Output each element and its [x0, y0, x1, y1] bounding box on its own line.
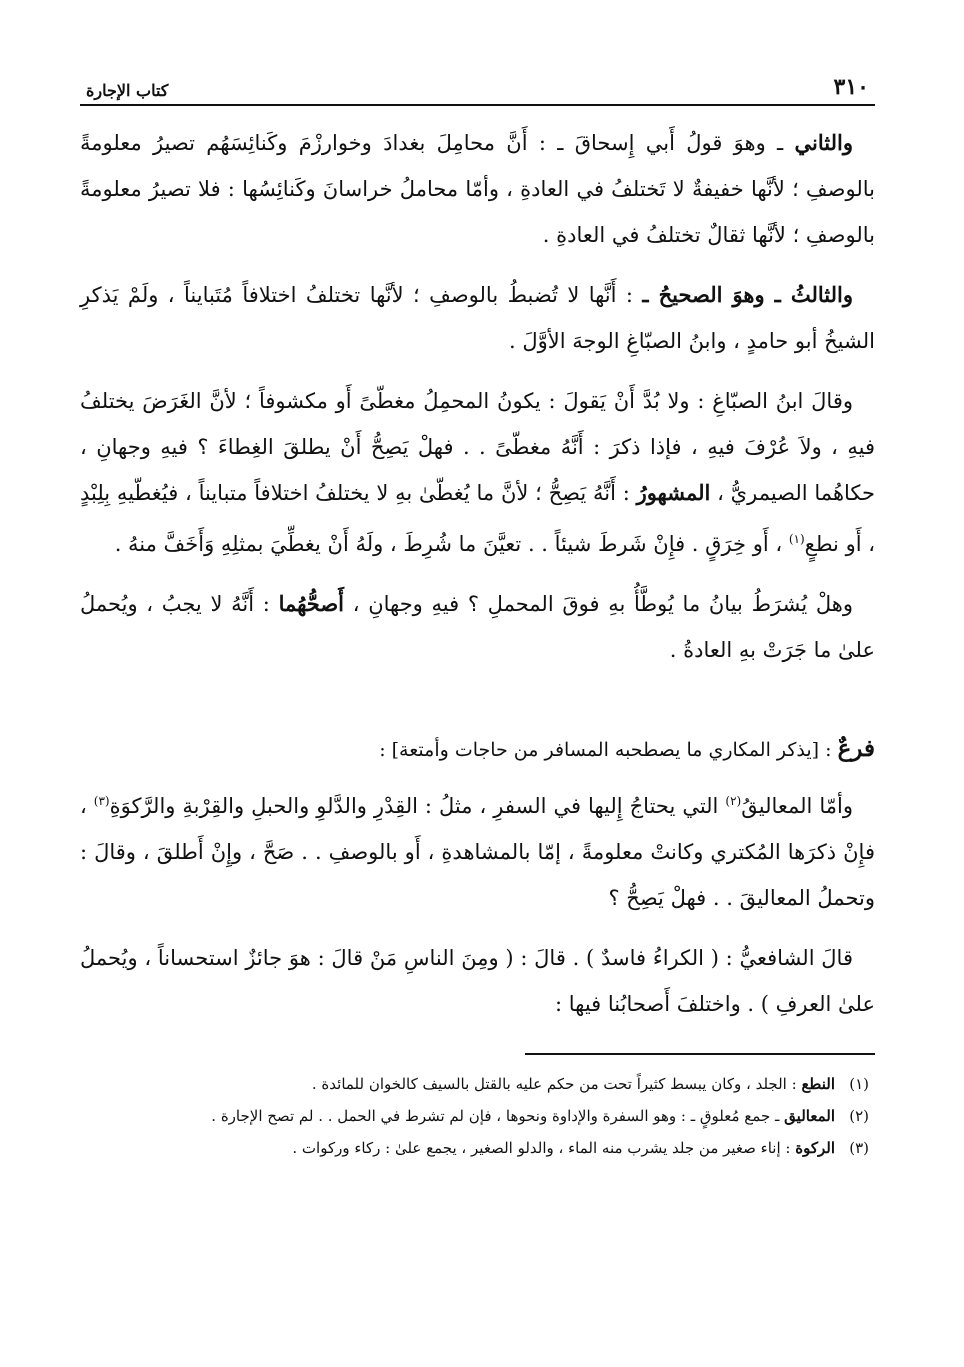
subsection-heading — [80, 727, 875, 772]
footnote-number: (٣) — [849, 1139, 869, 1157]
subsection-lead: فرعٌ — [837, 735, 875, 762]
paragraph-lead: والثاني — [794, 130, 853, 155]
footnote-item — [86, 1101, 869, 1131]
main-text — [80, 120, 875, 1027]
subsection-title: : [يذكر المكاري ما يصطحبه المسافر من حاجات وأمتعة] : — [379, 739, 838, 761]
bold-term: المشهورُ — [636, 480, 711, 505]
paragraph-text: ، أَو خِرَقٍ . فإِنْ شَرطَ شيئاً . . تعيَّنَ ما شُرِطَ ، ولَهُ أَنْ يغطِّيَ بمثلِهِ وَأَخَفَّ منهُ . — [114, 532, 789, 556]
footnote-marker[interactable]: (١) — [788, 532, 805, 546]
footnote-divider — [525, 1053, 875, 1055]
footnote-term: المعاليق — [784, 1107, 835, 1125]
footnote-number: (١) — [849, 1075, 869, 1093]
paragraph-maaliq — [80, 778, 875, 921]
paragraph-text: وهلْ يُشرَطُ بيانُ ما يُوطَّأُ بهِ فوقَ المحملِ ؟ فيهِ وجهانِ ، — [344, 592, 853, 616]
bold-term: أَصحُّهُما — [278, 591, 345, 616]
paragraph-text: : أَنَّهُ لا يجبُ ، ويُحملُ علىٰ ما جَرَتْ بهِ العادةُ . — [80, 592, 875, 662]
book-page — [80, 60, 875, 1165]
footnote-item — [86, 1069, 869, 1099]
paragraph-text: ـ وهوَ قولُ أَبي إِسحاقَ ـ : أَنَّ محامِلَ بغدادَ وخوارزْمَ وكَنائِسَهُم تصيرُ معلومةً بالوصفِ ؛ لأنَّها خفيفةٌ لا تَختلفُ في العادةِ ، وأمّا محاملُ خراسانَ وكَنائِسُها : فلا تصيرُ معلومةً بالوصفِ ؛ لأنَّها ثقالٌ تختلفُ في العادةِ . — [80, 131, 875, 247]
paragraph-text: وقالَ ابنُ الصبّاغِ : ولا بُدَّ أَنْ يَقولَ : يكونُ المحمِلُ مغطّىً أَو مكشوفاً ؛ لأنَّ الغَرَضَ يختلفُ فيهِ ، ولاَ عُرْفَ فيهِ ، فإذا ذكرَ : أَنَّهُ مغطّىً . . فهلْ يَصِحُّ أَنْ يطلقَ الغِطاءَ ؟ فيهِ وجهانِ ، حكاهُما الصيمريُّ ، — [80, 389, 875, 505]
paragraph-shafii — [80, 935, 875, 1027]
paragraph-text: : أَنَّها لا تُضبطُ بالوصفِ ؛ لأنَّها تختلفُ اختلافاً مُتَبايناً ، ولَمْ يَذكرِ الشيخُ أبو حامدٍ ، وابنُ الصبّاغِ الوجهَ الأوَّلَ . — [80, 283, 875, 353]
paragraph-third-view — [80, 272, 875, 364]
paragraph-text: : أَنَّهُ يَصِحُّ ؛ لأنَّ ما يُغطّىٰ بهِ لا يختلفُ اختلافاً متبايناً ، فيُغطّيهِ بِلِبْدٍ ، أَو نطعٍ — [80, 481, 875, 556]
footnote-body: ـ جمع مُعلوقٍ ـ : وهو السفرة والإداوة ونحوها ، فإن لم تشرط في الحمل . . لم تصح الإجارة . — [211, 1107, 785, 1125]
footnote-text — [86, 1133, 835, 1163]
paragraph-third-view-part — [80, 120, 875, 258]
paragraph-lead: والثالثُ ـ وهوَ الصحيحُ ـ — [642, 282, 853, 307]
page-number: ٣١٠ — [833, 74, 869, 100]
paragraph-text: وأمّا المعاليقُ — [741, 794, 854, 818]
footnote-term: النطع — [801, 1075, 835, 1093]
paragraph-text: ، فإِنْ ذكرَها المُكتري وكانتْ معلومةً ، إمّا بالمشاهدةِ ، أَو بالوصفِ . . صَحَّ ، وإِنْ أَطلقَ ، وقالَ : وتحملُ المعاليقَ . . فهلْ يَصِحُّ ؟ — [80, 794, 875, 910]
footnote-number: (٢) — [849, 1107, 869, 1125]
footnote-body: : إناء صغير من جلد يشرب منه الماء ، والدلو الصغير ، يجمع علىٰ : ركاء وركوات . — [292, 1139, 796, 1157]
paragraph-text: قالَ الشافعيُّ : ( الكراءُ فاسدٌ ) . قالَ : ( ومِنَ الناسِ مَنْ قالَ : هوَ جائزٌ استحساناً ، ويُحملُ علىٰ العرفِ ) . واختلفَ أَصحابُنا فيها : — [80, 946, 875, 1016]
page-header — [80, 60, 875, 106]
footnote-marker[interactable]: (٢) — [725, 794, 742, 808]
paragraph-ibn-sabbagh — [80, 378, 875, 567]
footnote-marker[interactable]: (٣) — [93, 794, 110, 808]
footnotes — [80, 1069, 875, 1163]
footnote-item — [86, 1133, 869, 1163]
paragraph-text: التي يحتاجُ إِليها في السفرِ ، مثلُ : القِدْرِ والدَّلوِ والحبلِ والقِرْبةِ والرَّكوَةِ — [109, 794, 726, 818]
footnote-body: : الجلد ، وكان يبسط كثيراً تحت من حكم عليه بالقتل بالسيف كالخوان للمائدة . — [311, 1075, 802, 1093]
footnote-text — [86, 1101, 835, 1131]
footnote-text — [86, 1069, 835, 1099]
section-gap — [80, 687, 875, 727]
running-title: كتاب الإجارة — [86, 81, 169, 100]
paragraph-bedding — [80, 581, 875, 673]
footnote-term: الركوة — [795, 1139, 835, 1157]
